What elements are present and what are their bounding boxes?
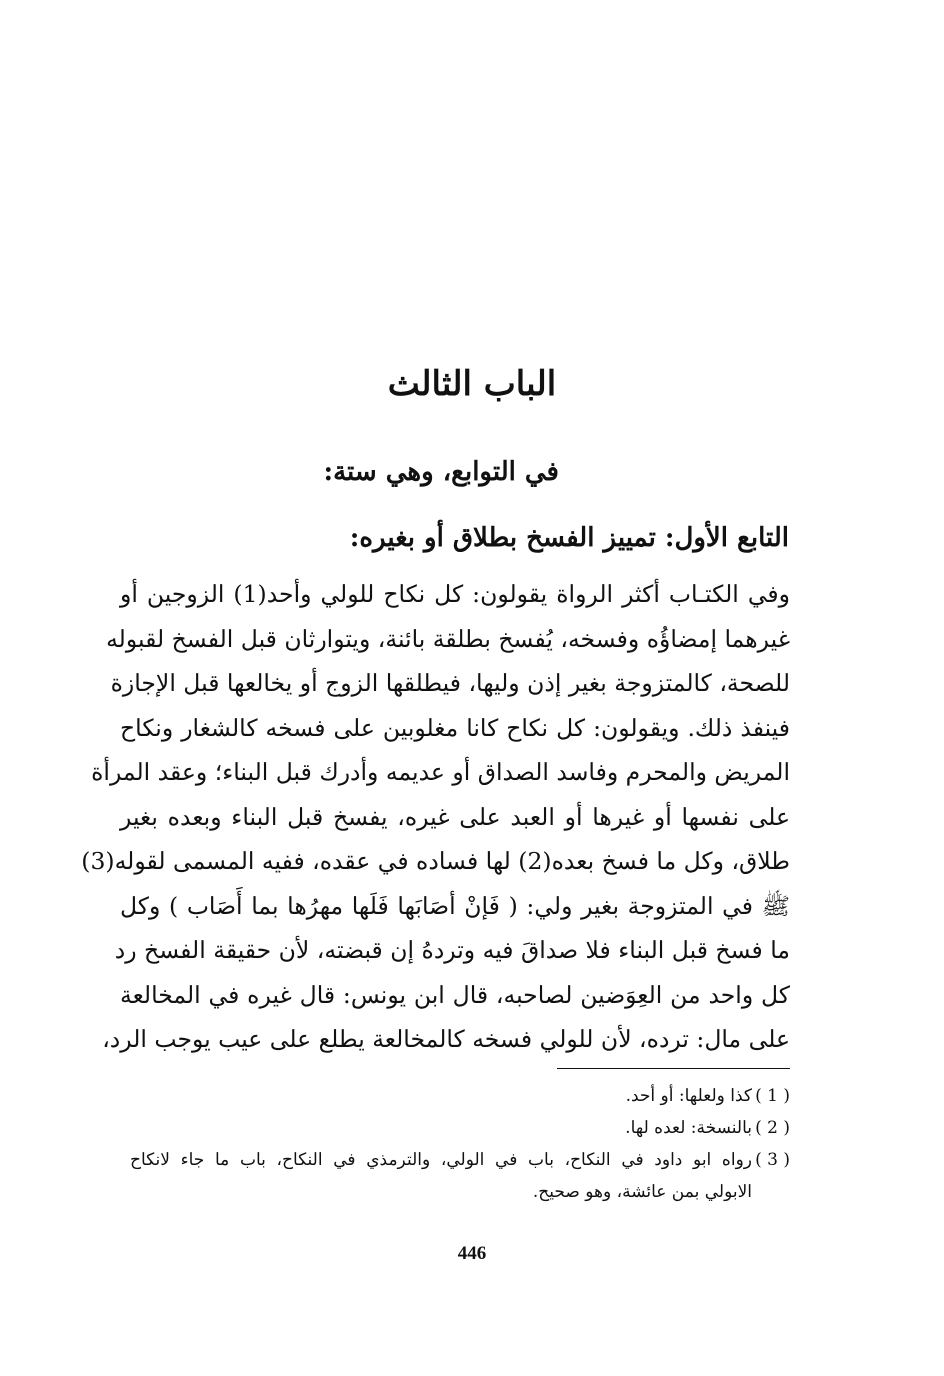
footnote	[130, 1112, 790, 1144]
body-line: فينفذ ذلك. ويقولون: كل نكاح كانا مغلوبين على فسخه كالشغار ونكاح	[120, 713, 790, 742]
body-line: على نفسها أو غيرها أو العبد على غيره، يفسخ قبل البناء وبعده بغير	[120, 802, 790, 831]
footnote-text	[130, 1144, 752, 1208]
footnote-line: رواه ابو داود في النكاح، باب في الولي، والترمذي في النكاح، باب ما جاء لانكاح	[130, 1150, 752, 1170]
footnote-number: ( 1 )	[755, 1086, 790, 1106]
body-line: للصحة، كالمتزوجة بغير إذن وليها، فيطلقها الزوج أو يخالعها قبل الإجازة	[110, 669, 790, 697]
footnotes	[130, 1080, 790, 1208]
footnote-line: بالنسخة: لعده لها.	[625, 1118, 752, 1138]
subsection-heading: التابع الأول: تمييز الفسخ بطلاق أو بغيره:	[349, 523, 789, 553]
body-line: طلاق، وكل ما فسخ بعده(2) لها فساده في عقده، ففيه المسمى لقوله(3)	[81, 847, 790, 875]
body-line: كل واحد من العِوَضين لصاحبه، قال ابن يونس: قال غيره في المخالعة	[120, 980, 790, 1009]
footnote-text	[130, 1080, 752, 1112]
section-heading: في التوابع، وهي ستة:	[323, 457, 559, 487]
body-line: المريض والمحرم وفاسد الصداق أو عديمه وأدرك قبل البناء؛ وعقد المرأة	[91, 758, 790, 786]
body-paragraph	[81, 572, 790, 1062]
body-line: وفي الكتـاب أكثر الرواة يقولون: كل نكاح للولي وأحد(1) الزوجين أو	[120, 580, 790, 608]
footnote-divider	[557, 1068, 790, 1069]
chapter-title: الباب الثالث	[387, 364, 557, 404]
body-line: على مال: ترده، لأن للولي فسخه كالمخالعة يطلع على عيب يوجب الرد،	[102, 1025, 790, 1053]
footnote-line: كذا ولعلها: أو أحد.	[625, 1086, 752, 1106]
body-line: ﷺ في المتزوجة بغير ولي: ( فَإنْ أصَابَها فَلَها مهرُها بما أَصَاب ) وكل	[120, 891, 790, 920]
footnote-text	[130, 1112, 752, 1144]
footnote	[130, 1144, 790, 1208]
body-line: غيرهما إمضاؤُه وفسخه، يُفسخ بطلقة بائنة، ويتوارثان قبل الفسخ لقبوله	[106, 624, 790, 653]
footnote	[130, 1080, 790, 1112]
body-line: ما فسخ قبل البناء فلا صداقَ فيه وتردهُ إن قبضته، لأن حقيقة الفسخ رد	[114, 936, 790, 964]
page-number: 446	[457, 1243, 487, 1264]
footnote-line: الابولي بمن عائشة، وهو صحيح.	[532, 1182, 752, 1202]
footnote-number: ( 2 )	[755, 1118, 790, 1138]
footnote-number: ( 3 )	[755, 1150, 790, 1170]
